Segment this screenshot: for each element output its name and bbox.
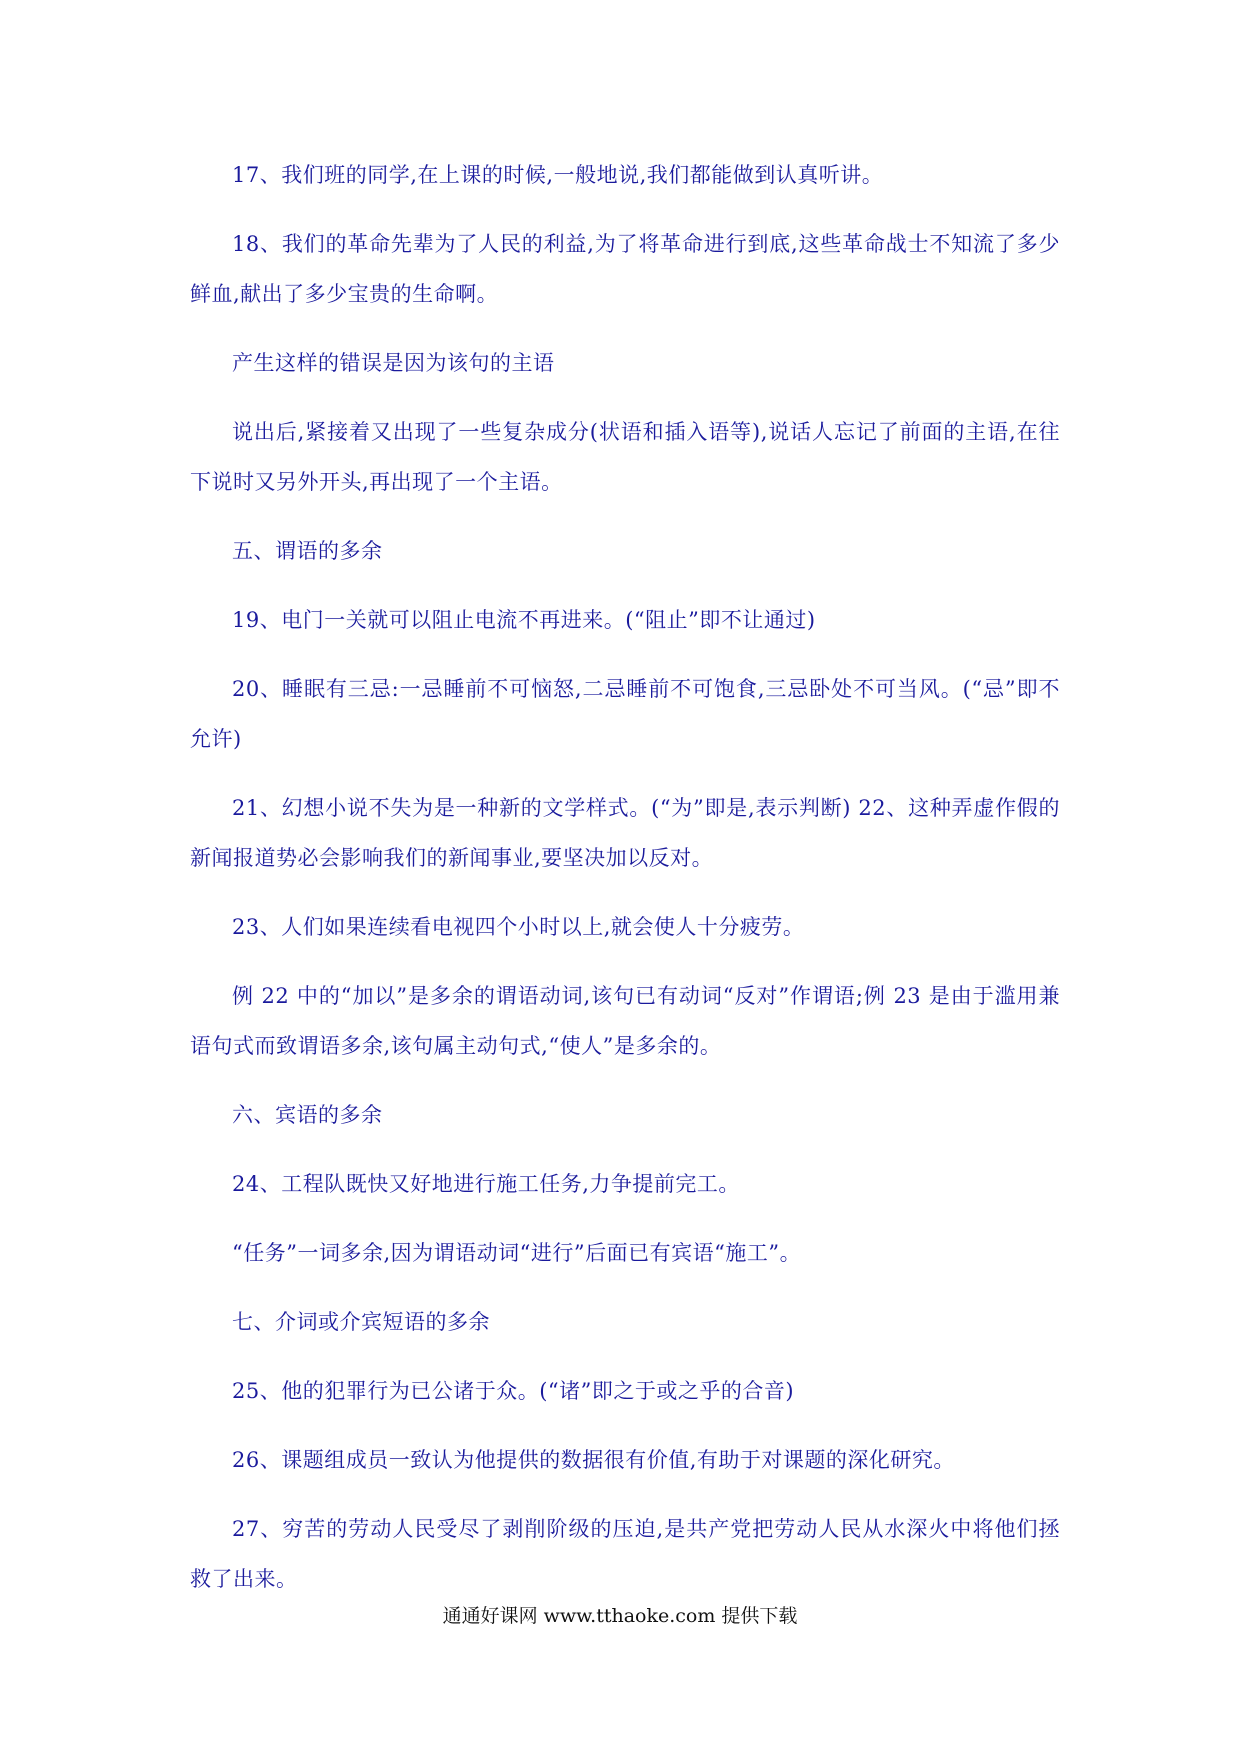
paragraph-23: 23、人们如果连续看电视四个小时以上,就会使人十分疲劳。 — [232, 915, 805, 939]
paragraph-21-22: 21、幻想小说不失为是一种新的文学样式。(“为”即是,表示判断) 22、这种弄虚作假的新闻报道势必会影响我们的新闻事业,要坚决加以反对。 — [190, 796, 1060, 870]
paragraph-20: 20、睡眠有三忌:一忌睡前不可恼怒,二忌睡前不可饱食,三忌卧处不可当风。(“忌”即不允许) — [190, 677, 1060, 751]
document-body — [190, 150, 1060, 1623]
paragraph-18: 18、我们的革命先辈为了人民的利益,为了将革命进行到底,这些革命战士不知流了多少鲜血,献出了多少宝贵的生命啊。 — [190, 232, 1060, 306]
paragraph-26: 26、课题组成员一致认为他提供的数据很有价值,有助于对课题的深化研究。 — [232, 1448, 955, 1472]
paragraph-24: 24、工程队既快又好地进行施工任务,力争提前完工。 — [232, 1172, 740, 1196]
paragraph-explanation-continued: 说出后,紧接着又出现了一些复杂成分(状语和插入语等),说话人忘记了前面的主语,在往下说时又另外开头,再出现了一个主语。 — [190, 420, 1060, 494]
section-heading-5: 五、谓语的多余 — [232, 539, 383, 563]
paragraph-19: 19、电门一关就可以阻止电流不再进来。(“阻止”即不让通过) — [232, 608, 816, 632]
paragraph-explanation-object: “任务”一词多余,因为谓语动词“进行”后面已有宾语“施工”。 — [232, 1241, 802, 1265]
footer-watermark: 通通好课网 www.tthaoke.com 提供下载 — [442, 1605, 798, 1627]
paragraph-explanation-subject: 产生这样的错误是因为该句的主语 — [232, 351, 555, 375]
paragraph-27: 27、穷苦的劳动人民受尽了剥削阶级的压迫,是共产党把劳动人民从水深火中将他们拯救了出来。 — [190, 1517, 1060, 1591]
paragraph-explanation-predicate: 例 22 中的“加以”是多余的谓语动词,该句已有动词“反对”作谓语;例 23 是由于滥用兼语句式而致谓语多余,该句属主动句式,“使人”是多余的。 — [190, 984, 1060, 1058]
paragraph-17: 17、我们班的同学,在上课的时候,一般地说,我们都能做到认真听讲。 — [232, 163, 884, 187]
section-heading-7: 七、介词或介宾短语的多余 — [232, 1310, 490, 1334]
section-heading-6: 六、宾语的多余 — [232, 1103, 383, 1127]
paragraph-25: 25、他的犯罪行为已公诸于众。(“诸”即之于或之乎的合音) — [232, 1379, 795, 1403]
